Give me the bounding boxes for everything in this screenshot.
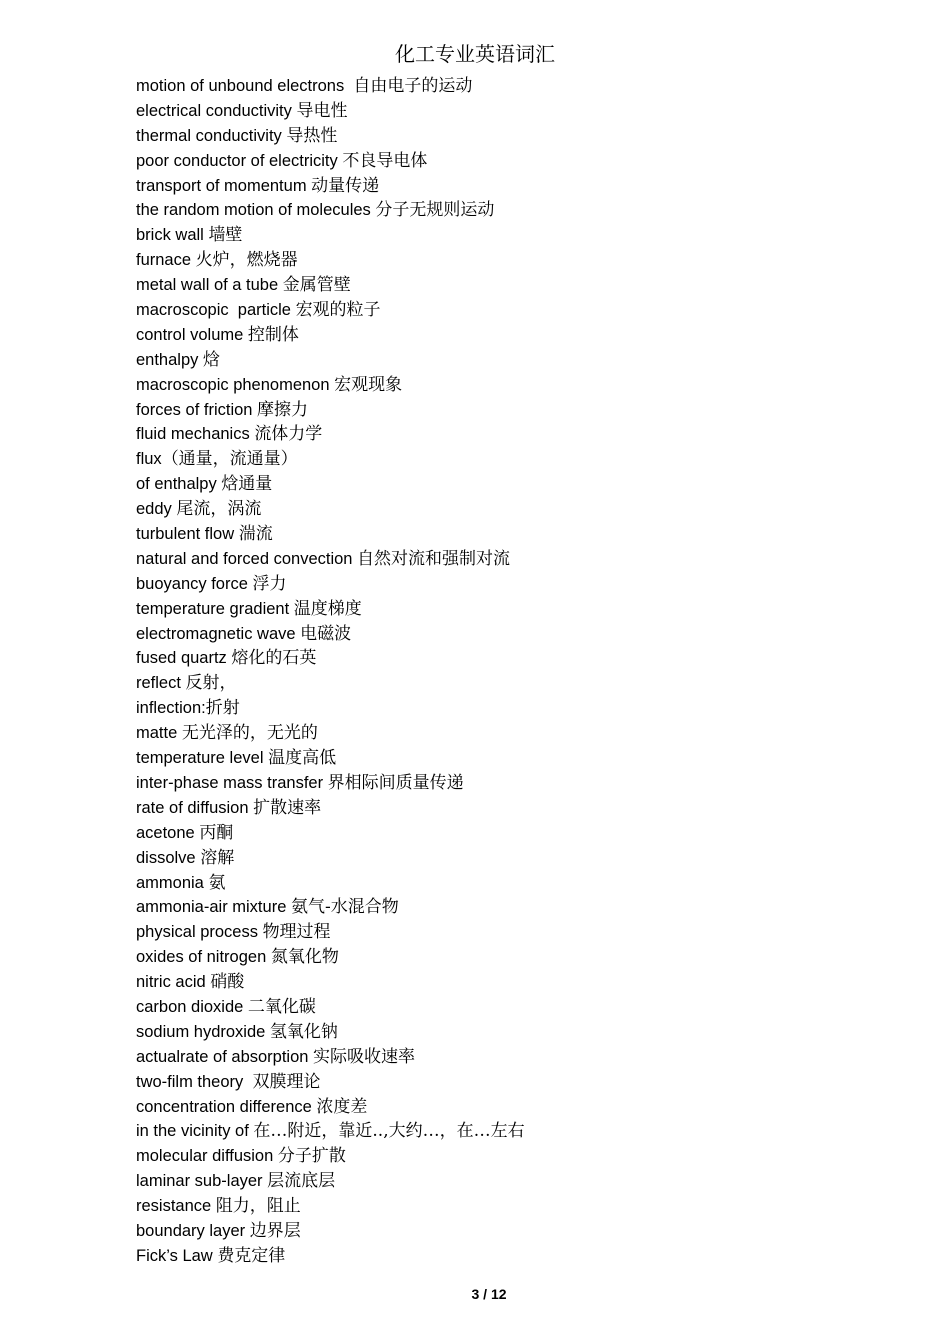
vocabulary-entry [136, 1119, 525, 1144]
vocabulary-entry [136, 746, 525, 771]
vocabulary-entry [136, 398, 525, 423]
english-term: fused quartz [136, 649, 232, 668]
english-term: temperature gradient [136, 599, 294, 618]
chinese-translation: 折射 [205, 698, 240, 719]
vocabulary-entry [136, 696, 525, 721]
vocabulary-entry [136, 198, 525, 223]
chinese-translation: 导电性 [296, 100, 348, 121]
chinese-translation: 火炉，燃烧器 [195, 250, 298, 271]
vocabulary-entry [136, 74, 525, 99]
chinese-translation: 宏观现象 [334, 374, 403, 395]
vocabulary-entry [136, 1070, 525, 1095]
vocabulary-entry [136, 1045, 525, 1070]
english-term: boundary layer [136, 1221, 250, 1240]
chinese-translation: 在…附近，靠近..,大约…，在…左右 [253, 1121, 525, 1142]
english-term: dissolve [136, 848, 201, 867]
english-term: inflection: [136, 699, 206, 718]
vocabulary-entry [136, 149, 525, 174]
english-term: electromagnetic wave [136, 624, 301, 643]
vocabulary-entry [136, 721, 525, 746]
english-term: Fick’s Law [136, 1246, 218, 1265]
english-term: buoyancy force [136, 574, 253, 593]
english-term: metal wall of a tube [136, 276, 283, 295]
english-term: macroscopic particle [136, 301, 296, 320]
chinese-translation: 流体力学 [254, 424, 323, 445]
vocabulary-entry [136, 622, 525, 647]
vocabulary-entry [136, 124, 525, 149]
vocabulary-entry [136, 99, 525, 124]
chinese-translation: 熔化的石英 [231, 648, 317, 669]
english-term: carbon dioxide [136, 997, 248, 1016]
english-term: of enthalpy [136, 475, 222, 494]
vocabulary-entry [136, 174, 525, 199]
english-term: reflect [136, 674, 186, 693]
english-term: motion of unbound electrons [136, 77, 354, 95]
chinese-translation: 界相际间质量传递 [327, 772, 464, 793]
vocabulary-entry [136, 572, 525, 597]
chinese-translation: 氮氧化物 [270, 947, 339, 968]
vocabulary-entry [136, 273, 525, 298]
chinese-translation: 实际吸收速率 [313, 1046, 416, 1067]
english-term: transport of momentum [136, 176, 312, 195]
chinese-translation: 浓度差 [316, 1096, 368, 1117]
english-term: the random motion of molecules [136, 201, 376, 220]
chinese-translation: 费克定律 [217, 1245, 286, 1266]
english-term: sodium hydroxide [136, 1022, 270, 1041]
vocabulary-entry [136, 472, 525, 497]
chinese-translation: 双膜理论 [252, 1071, 321, 1092]
chinese-translation: 分子无规则运动 [375, 200, 495, 221]
chinese-translation: 墙壁 [208, 225, 243, 246]
vocabulary-entry [136, 771, 525, 796]
english-term: temperature level [136, 749, 269, 768]
chinese-translation: 焓通量 [221, 474, 273, 495]
vocabulary-entry [136, 447, 525, 472]
english-term: inter-phase mass transfer [136, 773, 328, 792]
chinese-translation: 阻力，阻止 [215, 1196, 301, 1217]
vocabulary-list [136, 74, 525, 1269]
chinese-translation: 宏观的粒子 [295, 300, 381, 321]
english-term: thermal conductivity [136, 126, 287, 145]
vocabulary-entry [136, 1144, 525, 1169]
vocabulary-entry [136, 970, 525, 995]
english-term: laminar sub-layer [136, 1172, 268, 1191]
vocabulary-entry [136, 920, 525, 945]
english-term: actualrate of absorption [136, 1047, 314, 1066]
english-term: resistance [136, 1197, 216, 1216]
chinese-translation: 反射， [185, 673, 237, 694]
chinese-translation: 电磁波 [300, 623, 352, 644]
chinese-translation: 不良导电体 [342, 150, 428, 171]
english-term: oxides of nitrogen [136, 948, 271, 967]
english-term: fluid mechanics [136, 425, 255, 444]
chinese-translation: 丙酮 [199, 822, 234, 843]
chinese-translation: 氢氧化钠 [269, 1021, 338, 1042]
vocabulary-entry [136, 1219, 525, 1244]
chinese-translation: 氨气-水混合物 [290, 897, 399, 918]
vocabulary-entry [136, 1194, 525, 1219]
vocabulary-entry [136, 1020, 525, 1045]
english-term: forces of friction [136, 400, 258, 419]
vocabulary-entry [136, 895, 525, 920]
chinese-translation: 物理过程 [262, 922, 331, 943]
english-term: brick wall [136, 226, 209, 245]
english-term: two-film theory [136, 1072, 253, 1091]
chinese-translation: 导热性 [286, 125, 338, 146]
vocabulary-entry [136, 348, 525, 373]
chinese-translation: 控制体 [247, 324, 299, 345]
vocabulary-entry [136, 223, 525, 248]
vocabulary-entry [136, 373, 525, 398]
vocabulary-entry [136, 547, 525, 572]
chinese-translation: 尾流，涡流 [176, 499, 262, 520]
vocabulary-entry [136, 298, 525, 323]
chinese-translation: 氨 [208, 872, 226, 893]
vocabulary-entry [136, 248, 525, 273]
chinese-translation: （通量，流通量） [161, 449, 298, 470]
chinese-translation: 温度梯度 [293, 598, 362, 619]
vocabulary-entry [136, 497, 525, 522]
chinese-translation: 边界层 [249, 1220, 301, 1241]
chinese-translation: 硝酸 [210, 972, 245, 993]
english-term: electrical conductivity [136, 101, 297, 120]
english-term: furnace [136, 251, 196, 270]
vocabulary-entry [136, 422, 525, 447]
chinese-translation: 浮力 [252, 573, 287, 594]
english-term: matte [136, 724, 182, 743]
vocabulary-entry [136, 1095, 525, 1120]
english-term: poor conductor of electricity [136, 151, 343, 170]
english-term: in the vicinity of [136, 1122, 254, 1141]
chinese-translation: 自然对流和强制对流 [357, 548, 511, 569]
vocabulary-entry [136, 871, 525, 896]
english-term: concentration difference [136, 1097, 317, 1116]
chinese-translation: 溶解 [200, 847, 235, 868]
english-term: ammonia [136, 873, 209, 892]
vocabulary-entry [136, 1169, 525, 1194]
english-term: rate of diffusion [136, 798, 254, 817]
vocabulary-entry [136, 1244, 525, 1269]
chinese-translation: 分子扩散 [277, 1146, 346, 1167]
chinese-translation: 动量传递 [311, 175, 380, 196]
vocabulary-entry [136, 995, 525, 1020]
english-term: control volume [136, 325, 248, 344]
chinese-translation: 二氧化碳 [247, 996, 316, 1017]
chinese-translation: 湍流 [238, 524, 273, 545]
english-term: ammonia-air mixture [136, 898, 291, 917]
chinese-translation: 焓 [202, 349, 220, 370]
english-term: flux [136, 450, 162, 469]
english-term: natural and forced convection [136, 549, 358, 568]
english-term: eddy [136, 500, 177, 519]
english-term: acetone [136, 823, 200, 842]
vocabulary-entry [136, 846, 525, 871]
vocabulary-entry [136, 522, 525, 547]
chinese-translation: 层流底层 [267, 1171, 336, 1192]
chinese-translation: 无光泽的，无光的 [181, 723, 318, 744]
vocabulary-entry [136, 671, 525, 696]
english-term: enthalpy [136, 350, 203, 369]
chinese-translation: 扩散速率 [253, 797, 322, 818]
chinese-translation: 自由电子的运动 [353, 76, 473, 96]
english-term: physical process [136, 923, 263, 942]
english-term: nitric acid [136, 973, 211, 992]
page-header-title: 化工专业英语词汇 [395, 42, 555, 66]
vocabulary-entry [136, 597, 525, 622]
chinese-translation: 摩擦力 [257, 399, 309, 420]
vocabulary-entry [136, 945, 525, 970]
chinese-translation: 金属管壁 [282, 275, 351, 296]
chinese-translation: 温度高低 [268, 748, 337, 769]
vocabulary-entry [136, 646, 525, 671]
english-term: molecular diffusion [136, 1147, 278, 1166]
vocabulary-entry [136, 796, 525, 821]
vocabulary-entry [136, 323, 525, 348]
english-term: macroscopic phenomenon [136, 375, 335, 394]
vocabulary-entry [136, 821, 525, 846]
english-term: turbulent flow [136, 525, 239, 544]
page-number: 3 / 12 [471, 1286, 507, 1302]
